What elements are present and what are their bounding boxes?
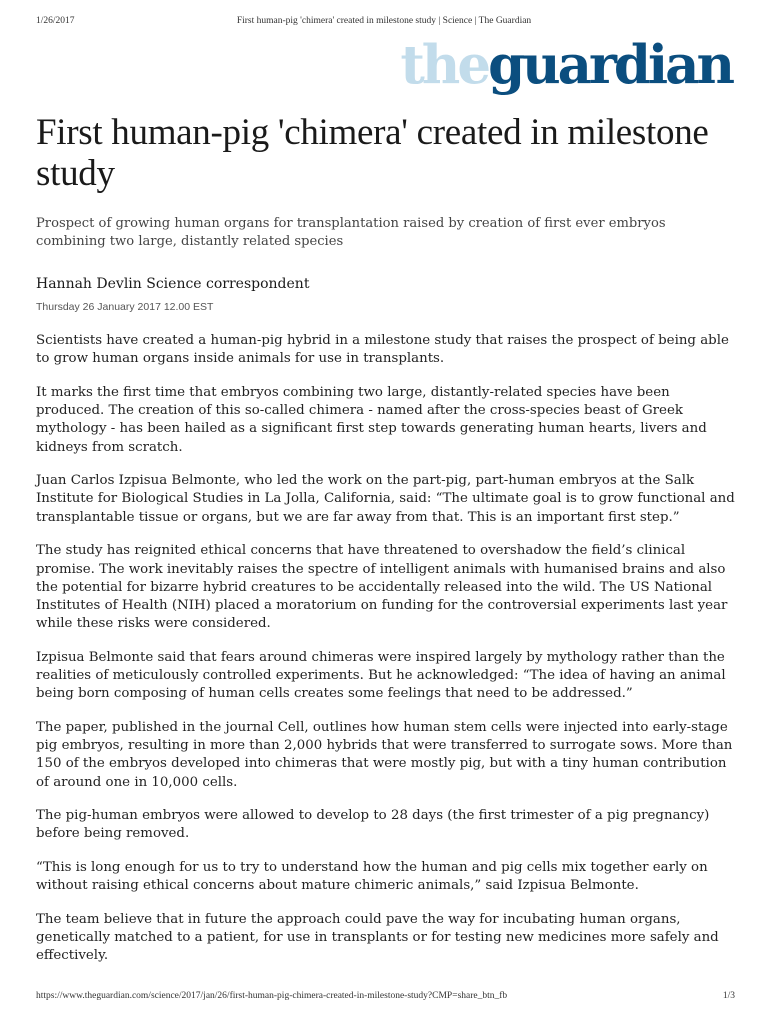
body-paragraph: The team believe that in future the approach could pave the way for incubating human organs, genetically matched to a patient, for use in transplants or for testing new medicines more safely and effectively. xyxy=(36,912,719,964)
body-paragraph: Izpisua Belmonte said that fears around chimeras were inspired largely by mythology rather than the realities of meticulously controlled experiments. But he acknowledged: “The idea of having an animal being born composing of human cells creates some feelings that need to be addressed.” xyxy=(36,649,726,702)
byline[interactable]: Hannah Devlin Science correspondent xyxy=(36,276,310,292)
body-paragraph: Juan Carlos Izpisua Belmonte, who led the work on the part-pig, part-human embryos at the Salk Institute for Biological Studies in La Jolla, California, said: “The ultimate goal is to grow functional and transplantable tissue or organs, but we are far away from that. This is an important first step.” xyxy=(36,473,735,525)
standfirst: Prospect of growing human organs for transplantation raised by creation of first ever embryos combining two large, distantly related species xyxy=(36,216,666,249)
article-body xyxy=(36,332,736,966)
dateline: Thursday 26 January 2017 12.00 EST xyxy=(36,301,214,313)
body-paragraph: The study has reignited ethical concerns that have threatened to overshadow the field’s clinical promise. The work inevitably raises the spectre of intelligent animals with humanised brains and also the potential for bizarre hybrid creatures to be accidentally released into the wild. The US National Institutes of Health (NIH) placed a moratorium on funding for the controversial experiments last year while these risks were considered. xyxy=(36,543,728,632)
print-date: 1/26/2017 xyxy=(36,16,75,26)
headline: First human-pig 'chimera' created in milestone study xyxy=(36,112,709,194)
body-paragraph: It marks the first time that embryos combining two large, distantly-related species have been produced. The creation of this so-called chimera - named after the cross-species beast of Greek mythology - has been hailed as a significant first step towards generating human hearts, livers and kidneys from scratch. xyxy=(36,384,707,455)
body-paragraph: The paper, published in the journal Cell, outlines how human stem cells were injected into early-stage pig embryos, resulting in more than 2,000 hybrids that were transferred to surrogate sows. More than 150 of the embryos developed into chimeras that were mostly pig, but with a tiny human contribution of around one in 10,000 cells. xyxy=(36,719,733,790)
body-paragraph: “This is long enough for us to try to understand how the human and pig cells mix together early on without raising ethical concerns about mature chimeric animals,” said Izpisua Belmonte. xyxy=(36,860,708,894)
print-page-title: First human-pig 'chimera' created in milestone study | Science | The Guardian xyxy=(236,16,532,26)
guardian-logo[interactable] xyxy=(400,30,732,100)
page-number: 1/3 xyxy=(722,991,735,1001)
print-footer xyxy=(0,991,768,1005)
body-paragraph: The pig-human embryos were allowed to develop to 28 days (the first trimester of a pig pregnancy) before being removed. xyxy=(36,808,710,842)
logo-the: the xyxy=(400,34,489,96)
print-url[interactable]: https://www.theguardian.com/science/2017/jan/26/first-human-pig-chimera-created-in-milestone-study?CMP=share_btn_fb xyxy=(36,991,508,1001)
logo-guardian: guardian xyxy=(488,34,732,96)
body-paragraph: Scientists have created a human-pig hybrid in a milestone study that raises the prospect of being able to grow human organs inside animals for use in transplants. xyxy=(36,333,729,367)
print-header xyxy=(0,16,768,30)
article xyxy=(36,112,736,981)
